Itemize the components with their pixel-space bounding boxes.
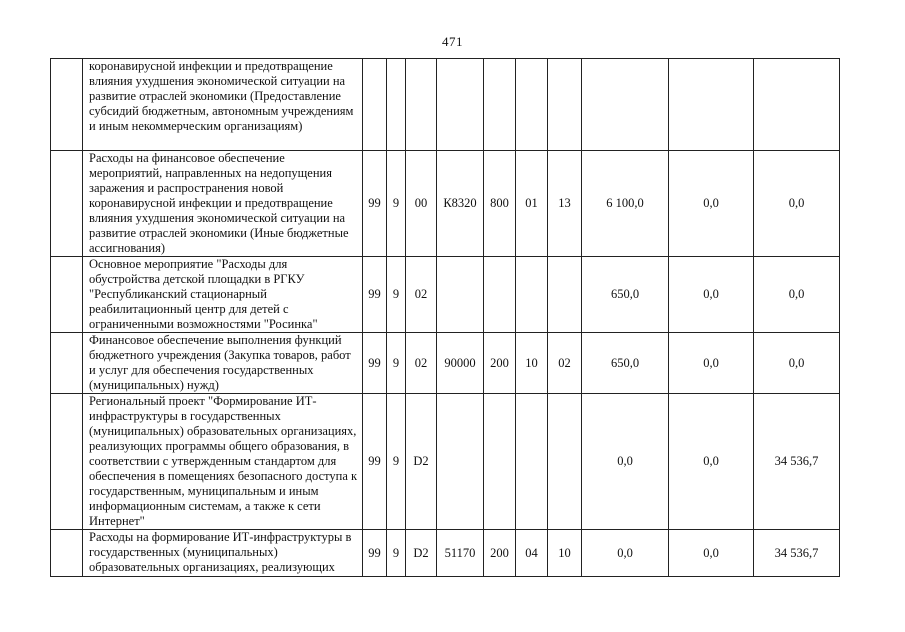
amount-year1-cell: 0,0 bbox=[582, 394, 669, 530]
expense-type-cell bbox=[484, 59, 516, 151]
program-code-cell: 99 bbox=[363, 151, 387, 257]
table-row bbox=[51, 257, 840, 333]
amount-year1-cell bbox=[582, 59, 669, 151]
page-number: 471 bbox=[442, 34, 463, 49]
section-cell: 04 bbox=[516, 530, 548, 577]
table-row bbox=[51, 151, 840, 257]
amount-year3-cell: 0,0 bbox=[754, 333, 840, 394]
subprogram-code-cell: 9 bbox=[387, 257, 406, 333]
description-cell: Финансовое обеспечение выполнения функций бюджетного учреждения (Закупка товаров, работ и услуг для обеспечения государственных (муниципальных) нужд) bbox=[83, 333, 363, 394]
subsection-cell bbox=[548, 59, 582, 151]
direction-code-cell bbox=[437, 59, 484, 151]
program-code-cell: 99 bbox=[363, 394, 387, 530]
subsection-cell: 13 bbox=[548, 151, 582, 257]
amount-year1-cell: 6 100,0 bbox=[582, 151, 669, 257]
direction-code-cell: 90000 bbox=[437, 333, 484, 394]
amount-year2-cell bbox=[669, 59, 754, 151]
section-cell bbox=[516, 394, 548, 530]
amount-year1-cell: 0,0 bbox=[582, 530, 669, 577]
table-row bbox=[51, 333, 840, 394]
row-index-cell bbox=[51, 257, 83, 333]
subprogram-code-cell: 9 bbox=[387, 333, 406, 394]
subsection-cell bbox=[548, 257, 582, 333]
amount-year3-cell: 34 536,7 bbox=[754, 530, 840, 577]
budget-table bbox=[50, 58, 840, 577]
subprogram-code-cell bbox=[387, 59, 406, 151]
subsection-cell: 10 bbox=[548, 530, 582, 577]
amount-year2-cell: 0,0 bbox=[669, 394, 754, 530]
row-index-cell bbox=[51, 151, 83, 257]
table-row bbox=[51, 530, 840, 577]
section-cell: 10 bbox=[516, 333, 548, 394]
program-code-cell: 99 bbox=[363, 257, 387, 333]
expense-type-cell: 200 bbox=[484, 333, 516, 394]
direction-code-cell bbox=[437, 394, 484, 530]
amount-year2-cell: 0,0 bbox=[669, 151, 754, 257]
row-index-cell bbox=[51, 530, 83, 577]
event-code-cell: D2 bbox=[406, 394, 437, 530]
description-cell: коронавирусной инфекции и предотвращение влияния ухудшения экономической ситуации на развитие отраслей экономики (Предоставление субсидий бюджетным, автономным учреждениям и иным некоммерческим организациям) bbox=[83, 59, 363, 151]
direction-code-cell: 51170 bbox=[437, 530, 484, 577]
subprogram-code-cell: 9 bbox=[387, 394, 406, 530]
amount-year2-cell: 0,0 bbox=[669, 333, 754, 394]
amount-year3-cell: 0,0 bbox=[754, 257, 840, 333]
expense-type-cell bbox=[484, 394, 516, 530]
expense-type-cell: 800 bbox=[484, 151, 516, 257]
event-code-cell: 02 bbox=[406, 333, 437, 394]
event-code-cell: 02 bbox=[406, 257, 437, 333]
amount-year2-cell: 0,0 bbox=[669, 530, 754, 577]
subprogram-code-cell: 9 bbox=[387, 530, 406, 577]
subprogram-code-cell: 9 bbox=[387, 151, 406, 257]
amount-year3-cell bbox=[754, 59, 840, 151]
description-cell: Региональный проект "Формирование ИТ-инфраструктуры в государственных (муниципальных) образовательных организациях, реализующих программы общего образования, в соответствии с утвержденным стандартом для обеспечения в помещениях безопасного доступа к государственным, муниципальным и иным информационным системам, а также к сети Интернет" bbox=[83, 394, 363, 530]
description-cell: Расходы на формирование ИТ-инфраструктуры в государственных (муниципальных) образовательных организациях, реализующих bbox=[83, 530, 363, 577]
row-index-cell bbox=[51, 394, 83, 530]
subsection-cell: 02 bbox=[548, 333, 582, 394]
event-code-cell bbox=[406, 59, 437, 151]
table-row bbox=[51, 59, 840, 151]
amount-year3-cell: 0,0 bbox=[754, 151, 840, 257]
row-index-cell bbox=[51, 333, 83, 394]
program-code-cell bbox=[363, 59, 387, 151]
amount-year2-cell: 0,0 bbox=[669, 257, 754, 333]
amount-year1-cell: 650,0 bbox=[582, 333, 669, 394]
subsection-cell bbox=[548, 394, 582, 530]
amount-year3-cell: 34 536,7 bbox=[754, 394, 840, 530]
amount-year1-cell: 650,0 bbox=[582, 257, 669, 333]
section-cell: 01 bbox=[516, 151, 548, 257]
row-index-cell bbox=[51, 59, 83, 151]
expense-type-cell bbox=[484, 257, 516, 333]
event-code-cell: 00 bbox=[406, 151, 437, 257]
program-code-cell: 99 bbox=[363, 333, 387, 394]
section-cell bbox=[516, 59, 548, 151]
description-cell: Расходы на финансовое обеспечение мероприятий, направленных на недопущения заражения и распространения новой коронавирусной инфекции и предотвращение влияния ухудшения экономической ситуации на развитие отраслей экономики (Иные бюджетные ассигнования) bbox=[83, 151, 363, 257]
section-cell bbox=[516, 257, 548, 333]
direction-code-cell bbox=[437, 257, 484, 333]
description-cell: Основное мероприятие "Расходы для обустройства детской площадки в РГКУ "Республиканский стационарный реабилитационный центр для детей с ограниченными возможностями "Росинка" bbox=[83, 257, 363, 333]
table-row bbox=[51, 394, 840, 530]
direction-code-cell: К8320 bbox=[437, 151, 484, 257]
event-code-cell: D2 bbox=[406, 530, 437, 577]
expense-type-cell: 200 bbox=[484, 530, 516, 577]
program-code-cell: 99 bbox=[363, 530, 387, 577]
